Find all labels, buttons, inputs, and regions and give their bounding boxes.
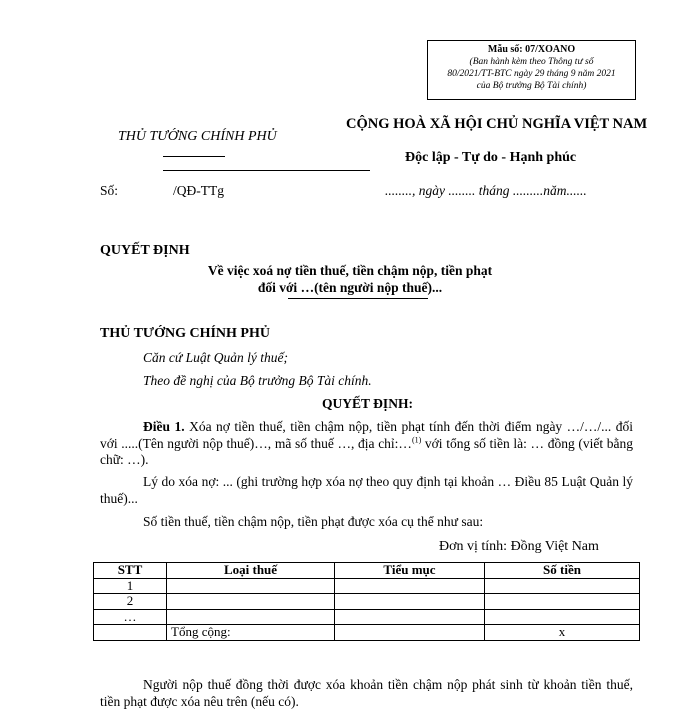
- subject-line-1: Về việc xoá nợ tiền thuế, tiền chậm nộp, tiền phạt: [207, 263, 493, 278]
- national-motto: Độc lập - Tự do - Hạnh phúc: [405, 150, 577, 165]
- total-value: x: [485, 625, 640, 641]
- legal-basis-1: Căn cứ Luật Quản lý thuế;: [143, 350, 288, 365]
- table-row: [94, 594, 640, 610]
- table-cell: [335, 578, 485, 594]
- col-header-stt: STT: [94, 563, 167, 579]
- table-row: [94, 609, 640, 625]
- table-cell: [485, 578, 640, 594]
- col-header-tax-type: Loại thuế: [167, 563, 335, 579]
- form-code-box: [427, 40, 636, 100]
- subject-line-2: đối với …(tên người nộp thuế)...: [257, 280, 443, 295]
- table-cell: [485, 609, 640, 625]
- article-1: [100, 419, 633, 469]
- table-header-row: [94, 563, 640, 579]
- article-1-text: Xóa nợ tiền thuế, tiền chậm nộp, tiền phạt tính đến thời điểm ngày …/…/... đối với .....(Tên người nộp thuế)…, mã số thuế …, địa chỉ:…: [100, 419, 634, 451]
- col-header-sub-item: Tiểu mục: [335, 563, 485, 579]
- form-code: Mẫu số: 07/XOANO: [487, 44, 576, 55]
- table-cell: [167, 594, 335, 610]
- number-label: Số:: [100, 183, 119, 198]
- detail-intro: Số tiền thuế, tiền chậm nộp, tiền phạt được xóa cụ thể như sau:: [143, 514, 484, 529]
- form-note-line-2: 80/2021/TT-BTC ngày 29 tháng 9 năm 2021: [447, 69, 616, 79]
- table-total-row: [94, 625, 640, 641]
- agency-underline: [163, 156, 225, 157]
- total-label: Tổng cộng:: [167, 625, 335, 641]
- article-1-text-2: với tổng số tiền là: … đồng (viết bằng chữ: …).: [100, 435, 633, 467]
- date-line: ........, ngày ........ tháng .........năm......: [385, 183, 587, 198]
- reason-paragraph: Lý do xóa nợ: ... (ghi trường hợp xóa nợ theo quy định tại khoản … Điều 85 Luật Quản lý thuế)...: [100, 474, 633, 506]
- table-cell: [335, 594, 485, 610]
- tax-table: [93, 562, 640, 641]
- national-title: CỘNG HOÀ XÃ HỘI CHỦ NGHĨA VIỆT NAM: [346, 116, 648, 132]
- form-note-line-1: (Ban hành kèm theo Thông tư số: [469, 57, 594, 67]
- document-type: QUYẾT ĐỊNH: [100, 243, 190, 258]
- table-cell: [167, 578, 335, 594]
- table-cell: [335, 625, 485, 641]
- table-cell: [94, 625, 167, 641]
- currency-unit: Đơn vị tính: Đồng Việt Nam: [439, 539, 599, 554]
- table-cell: [485, 594, 640, 610]
- table-cell: …: [94, 609, 167, 625]
- table-cell: 1: [94, 578, 167, 594]
- table-cell: [335, 609, 485, 625]
- article-1-label: Điều 1.: [143, 419, 185, 434]
- legal-basis-2: Theo đề nghị của Bộ trưởng Bộ Tài chính.: [143, 373, 372, 388]
- decide-heading: QUYẾT ĐỊNH:: [322, 396, 413, 411]
- issuing-agency: THỦ TƯỚNG CHÍNH PHỦ: [118, 129, 277, 144]
- table-cell: [167, 609, 335, 625]
- table-cell: 2: [94, 594, 167, 610]
- table-row: [94, 578, 640, 594]
- footnote-ref: (1): [411, 435, 422, 444]
- header-divider: [163, 170, 370, 171]
- authority-heading: THỦ TƯỚNG CHÍNH PHỦ: [100, 326, 270, 341]
- number-suffix: /QĐ-TTg: [173, 183, 224, 198]
- final-paragraph: Người nộp thuế đồng thời được xóa khoản tiền chậm nộp phát sinh từ khoản tiền thuế, tiền phạt được xóa nêu trên (nếu có).: [100, 677, 633, 709]
- form-note-line-3: của Bộ trưởng Bộ Tài chính): [476, 81, 587, 91]
- title-underline: [288, 298, 428, 299]
- col-header-amount: Số tiền: [485, 563, 640, 579]
